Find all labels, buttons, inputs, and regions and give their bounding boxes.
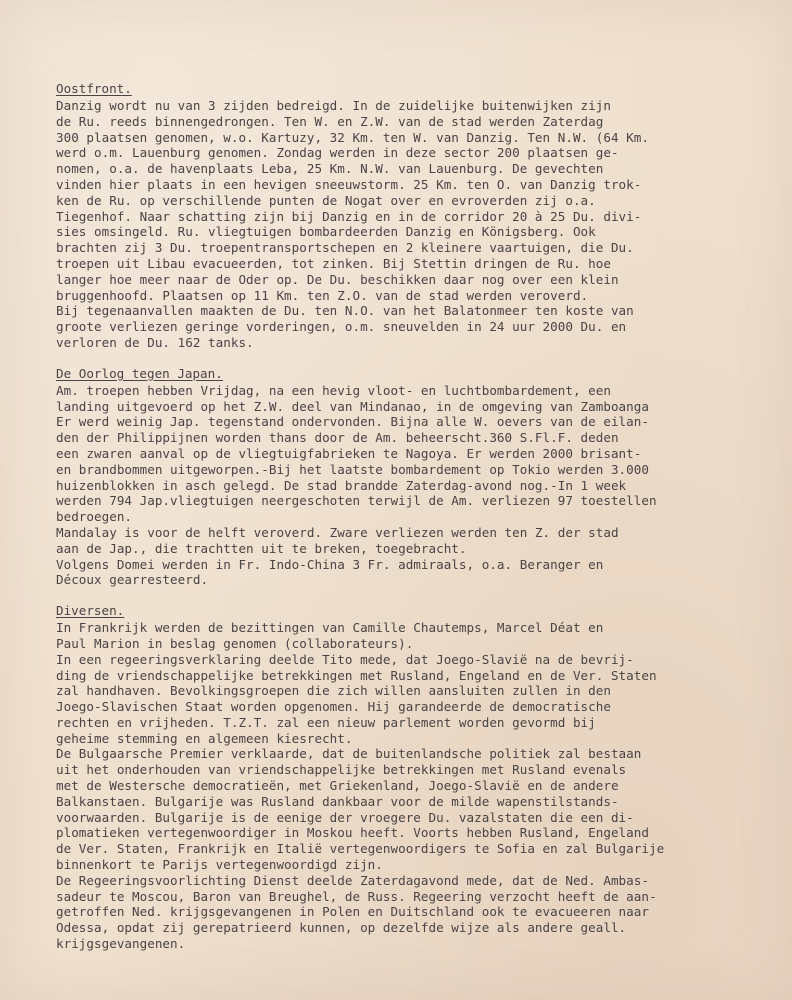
text-line: De Regeeringsvoorlichting Dienst deelde Zaterdagavond mede, dat de Ned. Ambas- (56, 872, 649, 888)
section-heading-oostfront: Oostfront. (56, 81, 132, 96)
section-diversen (56, 602, 788, 952)
text-line: ken de Ru. op verschillende punten de Nogat over en evroverden zij o.a. (56, 192, 596, 208)
text-line: nomen, o.a. de havenplaats Leba, 25 Km. N.W. van Lauenburg. De gevechten (56, 161, 604, 177)
text-line: Mandalay is voor de helft veroverd. Zware verliezen werden ten Z. der stad (56, 524, 619, 540)
text-line: voorwaarden. Bulgarije is de eenige der vroegere Du. vazalstaten die een di- (56, 809, 634, 825)
text-line: met de Westersche democratieën, met Griekenland, Joego-Slavië en de andere (56, 778, 619, 794)
section-heading-oorlog-japan: De Oorlog tegen Japan. (56, 365, 223, 381)
text-line: uit het onderhouden van vriendschappelijke betrekkingen met Rusland evenals (56, 762, 627, 778)
text-line: Découx gearresteerd. (56, 572, 209, 588)
text-line: zal handhaven. Bevolkingsgroepen die zich willen aansluiten zullen in den (56, 683, 611, 699)
text-line: huizenblokken in asch gelegd. De stad brandde Zaterdag-avond nog.-In 1 week (56, 477, 627, 493)
text-line: werd o.m. Lauenburg genomen. Zondag werden in deze sector 200 plaatsen ge- (56, 145, 619, 161)
text-line: Er werd weinig Jap. tegenstand ondervonden. Bijna alle W. oevers van de eilan- (56, 414, 649, 430)
text-line: langer hoe meer naar de Oder op. De Du. beschikken daar nog over een klein (56, 271, 619, 287)
section-body-oorlog-japan (56, 383, 788, 588)
text-line: bedroegen. (56, 509, 133, 525)
text-line: In een regeeringsverklaring deelde Tito mede, dat Joego-Slavië na de bevrij- (56, 651, 634, 667)
text-line: Bij tegenaanvallen maakten de Du. ten N.O. van het Balatonmeer ten koste van (56, 303, 634, 319)
text-line: vinden hier plaats in een hevigen sneeuwstorm. 25 Km. ten O. van Danzig trok- (56, 176, 642, 192)
text-line: getroffen Ned. krijgsgevangenen in Polen en Duitschland ook te evacueeren naar (56, 904, 649, 920)
text-line: binnenkort te Parijs vertegenwoordigd zijn. (56, 857, 383, 873)
text-line: In Frankrijk werden de bezittingen van Camille Chautemps, Marcel Déat en (56, 620, 604, 636)
text-line: Danzig wordt nu van 3 zijden bedreigd. In de zuidelijke buitenwijken zijn (56, 98, 611, 113)
text-line: sies omsingeld. Ru. vliegtuigen bombardeerden Danzig en Königsberg. Ook (56, 224, 596, 240)
section-body-oostfront (56, 98, 788, 351)
section-oorlog-japan (56, 365, 788, 588)
text-line: verloren de Du. 162 tanks. (56, 334, 254, 350)
text-line: aan de Jap., die trachtten uit te breken, toegebracht. (56, 540, 467, 556)
text-line: landing uitgevoerd op het Z.W. deel van Mindanao, in de omgeving van Zamboanga (56, 398, 649, 414)
text-line: den der Philippijnen worden thans door de Am. beheerscht.360 S.Fl.F. deden (56, 430, 619, 446)
text-line: de Ru. reeds binnengedrongen. Ten W. en Z.W. van de stad werden Zaterdag (56, 113, 604, 129)
text-line: Balkanstaen. Bulgarije was Rusland dankbaar voor de milde wapenstilstands- (56, 793, 619, 809)
text-line: en brandbommen uitgeworpen.-Bij het laatste bombardement op Tokio werden 3.000 (56, 461, 649, 477)
text-line: 300 plaatsen genomen, w.o. Kartuzy, 32 Km. ten W. van Danzig. Ten N.W. (64 Km. (56, 129, 649, 145)
section-heading-diversen: Diversen. (56, 603, 125, 619)
text-line: een zwaren aanval op de vliegtuigfabrieken te Nagoya. Er werden 2000 brisant- (56, 445, 642, 461)
text-line: de Ver. Staten, Frankrijk en Italië vertegenwoordigers te Sofia en zal Bulgarije (56, 841, 665, 857)
text-line: werden 794 Jap.vliegtuigen neergeschoten terwijl de Am. verliezen 97 toestellen (56, 493, 657, 509)
text-line: brachten zij 3 Du. troepentransportschepen en 2 kleinere vaartuigen, die Du. (56, 240, 634, 256)
text-line: bruggenhoofd. Plaatsen op 11 Km. ten Z.O. van de stad werden veroverd. (56, 287, 589, 303)
text-line: Volgens Domei werden in Fr. Indo-China 3 Fr. admiraals, o.a. Beranger en (56, 556, 604, 572)
text-line: Am. troepen hebben Vrijdag, na een hevig vloot- en luchtbombardement, een (56, 382, 611, 398)
text-line: ding de vriendschappelijke betrekkingen met Rusland, Engeland en de Ver. Staten (56, 667, 657, 683)
text-line: troepen uit Libau evacueerden, tot zinken. Bij Stettin dringen de Ru. hoe (56, 255, 611, 271)
text-line: sadeur te Moscou, Baron van Breughel, de Russ. Regeering verzocht heeft de aan- (56, 888, 657, 904)
text-line: geheime stemming en algemeen kiesrecht. (56, 730, 353, 746)
section-oostfront (56, 80, 788, 351)
section-body-diversen (56, 620, 788, 952)
text-line: groote verliezen geringe vorderingen, o.m. sneuvelden in 24 uur 2000 Du. en (56, 319, 627, 335)
text-line: Joego-Slavischen Staat worden opgenomen. Hij garandeerde de democratische (56, 699, 611, 715)
text-line: krijgsgevangenen. (56, 936, 186, 952)
text-line: Tiegenhof. Naar schatting zijn bij Danzig en in de corridor 20 à 25 Du. divi- (56, 208, 642, 224)
text-line: Odessa, opdat zij gerepatrieerd kunnen, op dezelfde wijze als andere geall. (56, 920, 627, 936)
text-line: rechten en vrijheden. T.Z.T. zal een nieuw parlement worden gevormd bij (56, 714, 596, 730)
text-line: Paul Marion in beslag genomen (collaborateurs). (56, 635, 414, 651)
text-line: De Bulgaarsche Premier verklaarde, dat de buitenlandsche politiek zal bestaan (56, 746, 642, 762)
text-line: plomatieken vertegenwoordiger in Moskou heeft. Voorts hebben Rusland, Engeland (56, 825, 649, 841)
